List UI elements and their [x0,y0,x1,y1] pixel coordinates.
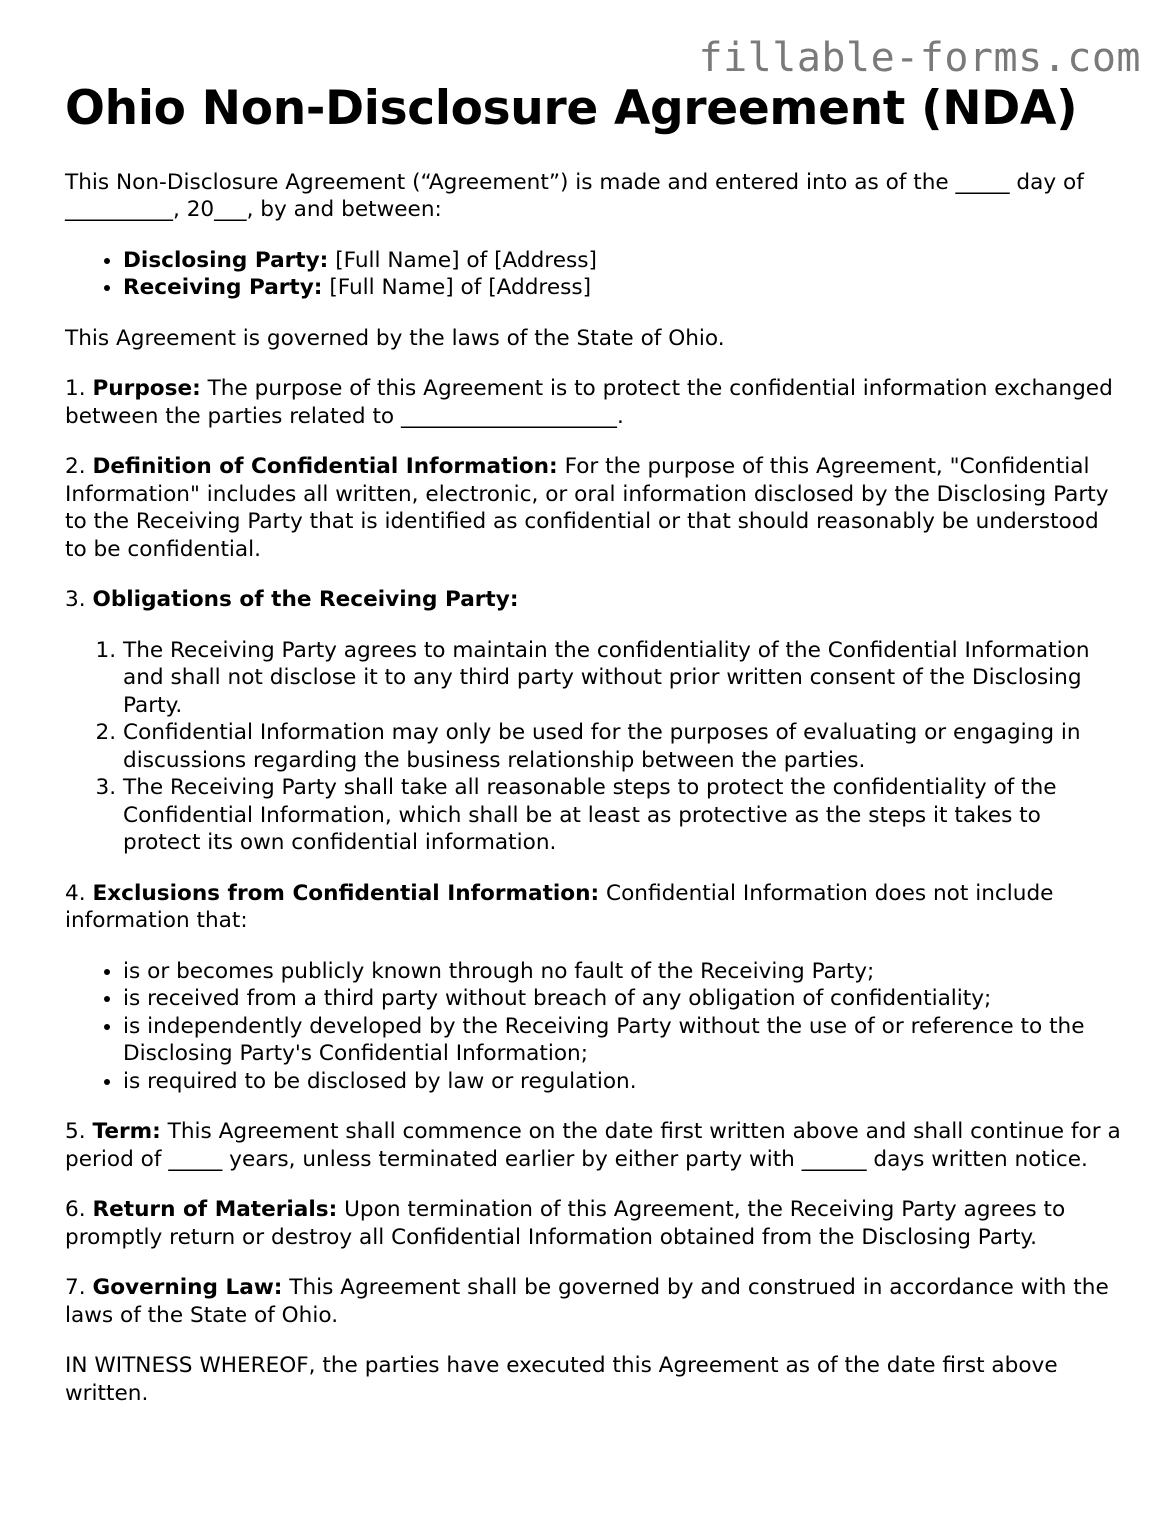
section-return-of-materials [65,1196,1125,1251]
section-exclusions [65,880,1125,935]
list-item: • is independently developed by the Receiving Party without the use of or reference to the Disclosing Party's Confidential Information; [123,1013,1125,1068]
witness-paragraph: IN WITNESS WHEREOF, the parties have executed this Agreement as of the date first above written. [65,1353,1058,1406]
section-governing-law [65,1274,1125,1329]
section-text: This Agreement shall commence on the date first written above and shall continue for a period of _____ years, unless terminated earlier by either party with ______ days written notice. [65,1119,1121,1172]
section-heading: Governing Law: [92,1275,283,1301]
section-heading: Exclusions from Confidential Information: [92,880,600,906]
section-term [65,1118,1125,1173]
section-obligations [65,586,1125,614]
exclusions-list [65,958,1125,1096]
list-item: 1. The Receiving Party agrees to maintain the confidentiality of the Confidential Information and shall not disclose it to any third party without prior written consent of the Disclosing Party. [123,637,1125,720]
parties-list [65,247,1125,302]
section-text: This Agreement shall be governed by and construed in accordance with the laws of the State of Ohio. [65,1275,1109,1328]
list-item: 2. Confidential Information may only be used for the purposes of evaluating or engaging in discussions regarding the business relationship between the parties. [123,719,1125,774]
section-number: 5. [65,1119,93,1145]
section-text: Upon termination of this Agreement, the Receiving Party agrees to promptly return or destroy all Confidential Information obtained from the Disclosing Party. [65,1197,1066,1250]
section-number: 6. [65,1197,93,1223]
section-number: 3. [65,587,93,613]
party-label: Disclosing Party: [123,247,329,273]
section-number: 2. [65,454,93,480]
watermark: fillable-forms.com [698,35,1141,81]
section-purpose [65,375,1125,430]
section-definition [65,453,1125,563]
party-label: Receiving Party: [123,275,323,301]
list-item: • is or becomes publicly known through no fault of the Receiving Party; [123,958,1125,986]
list-item [123,247,1125,275]
intro-paragraph: This Non-Disclosure Agreement (“Agreement”) is made and entered into as of the _____ day of __________, 20___, by and between: [65,169,1084,223]
list-item: 3. The Receiving Party shall take all reasonable steps to protect the confidentiality of the Confidential Information, which shall be at least as protective as the steps it takes to protect its own confidential information. [123,774,1125,857]
list-item: • is required to be disclosed by law or regulation. [123,1068,1125,1096]
section-number: 7. [65,1275,93,1301]
section-text: For the purpose of this Agreement, "Confidential Information" includes all written, electronic, or oral information disclosed by the Disclosing Party to the Receiving Party that is identified as confidential or that should reasonably be understood to be confidential. [65,454,1109,562]
section-heading: Return of Materials: [92,1197,338,1223]
party-value: [Full Name] of [Address] [322,275,592,301]
section-text: The purpose of this Agreement is to protect the confidential information exchanged between the parties related to ____________________. [65,376,1113,429]
section-heading: Term: [92,1119,161,1145]
document-page [65,80,1125,1430]
section-heading: Purpose: [92,376,201,402]
obligations-list [65,637,1125,857]
list-item: • is received from a third party without breach of any obligation of confidentiality; [123,985,1125,1013]
document-body [65,169,1125,1408]
section-number: 1. [65,376,93,402]
section-heading: Definition of Confidential Information: [92,454,558,480]
list-item [123,274,1125,302]
section-heading: Obligations of the Receiving Party: [92,587,519,613]
document-title: Ohio Non-Disclosure Agreement (NDA) [65,81,1078,136]
section-text: Confidential Information does not include information that: [65,880,1054,934]
party-value: [Full Name] of [Address] [328,247,597,273]
governed-paragraph: This Agreement is governed by the laws of the State of Ohio. [65,325,725,351]
section-number: 4. [65,880,93,906]
